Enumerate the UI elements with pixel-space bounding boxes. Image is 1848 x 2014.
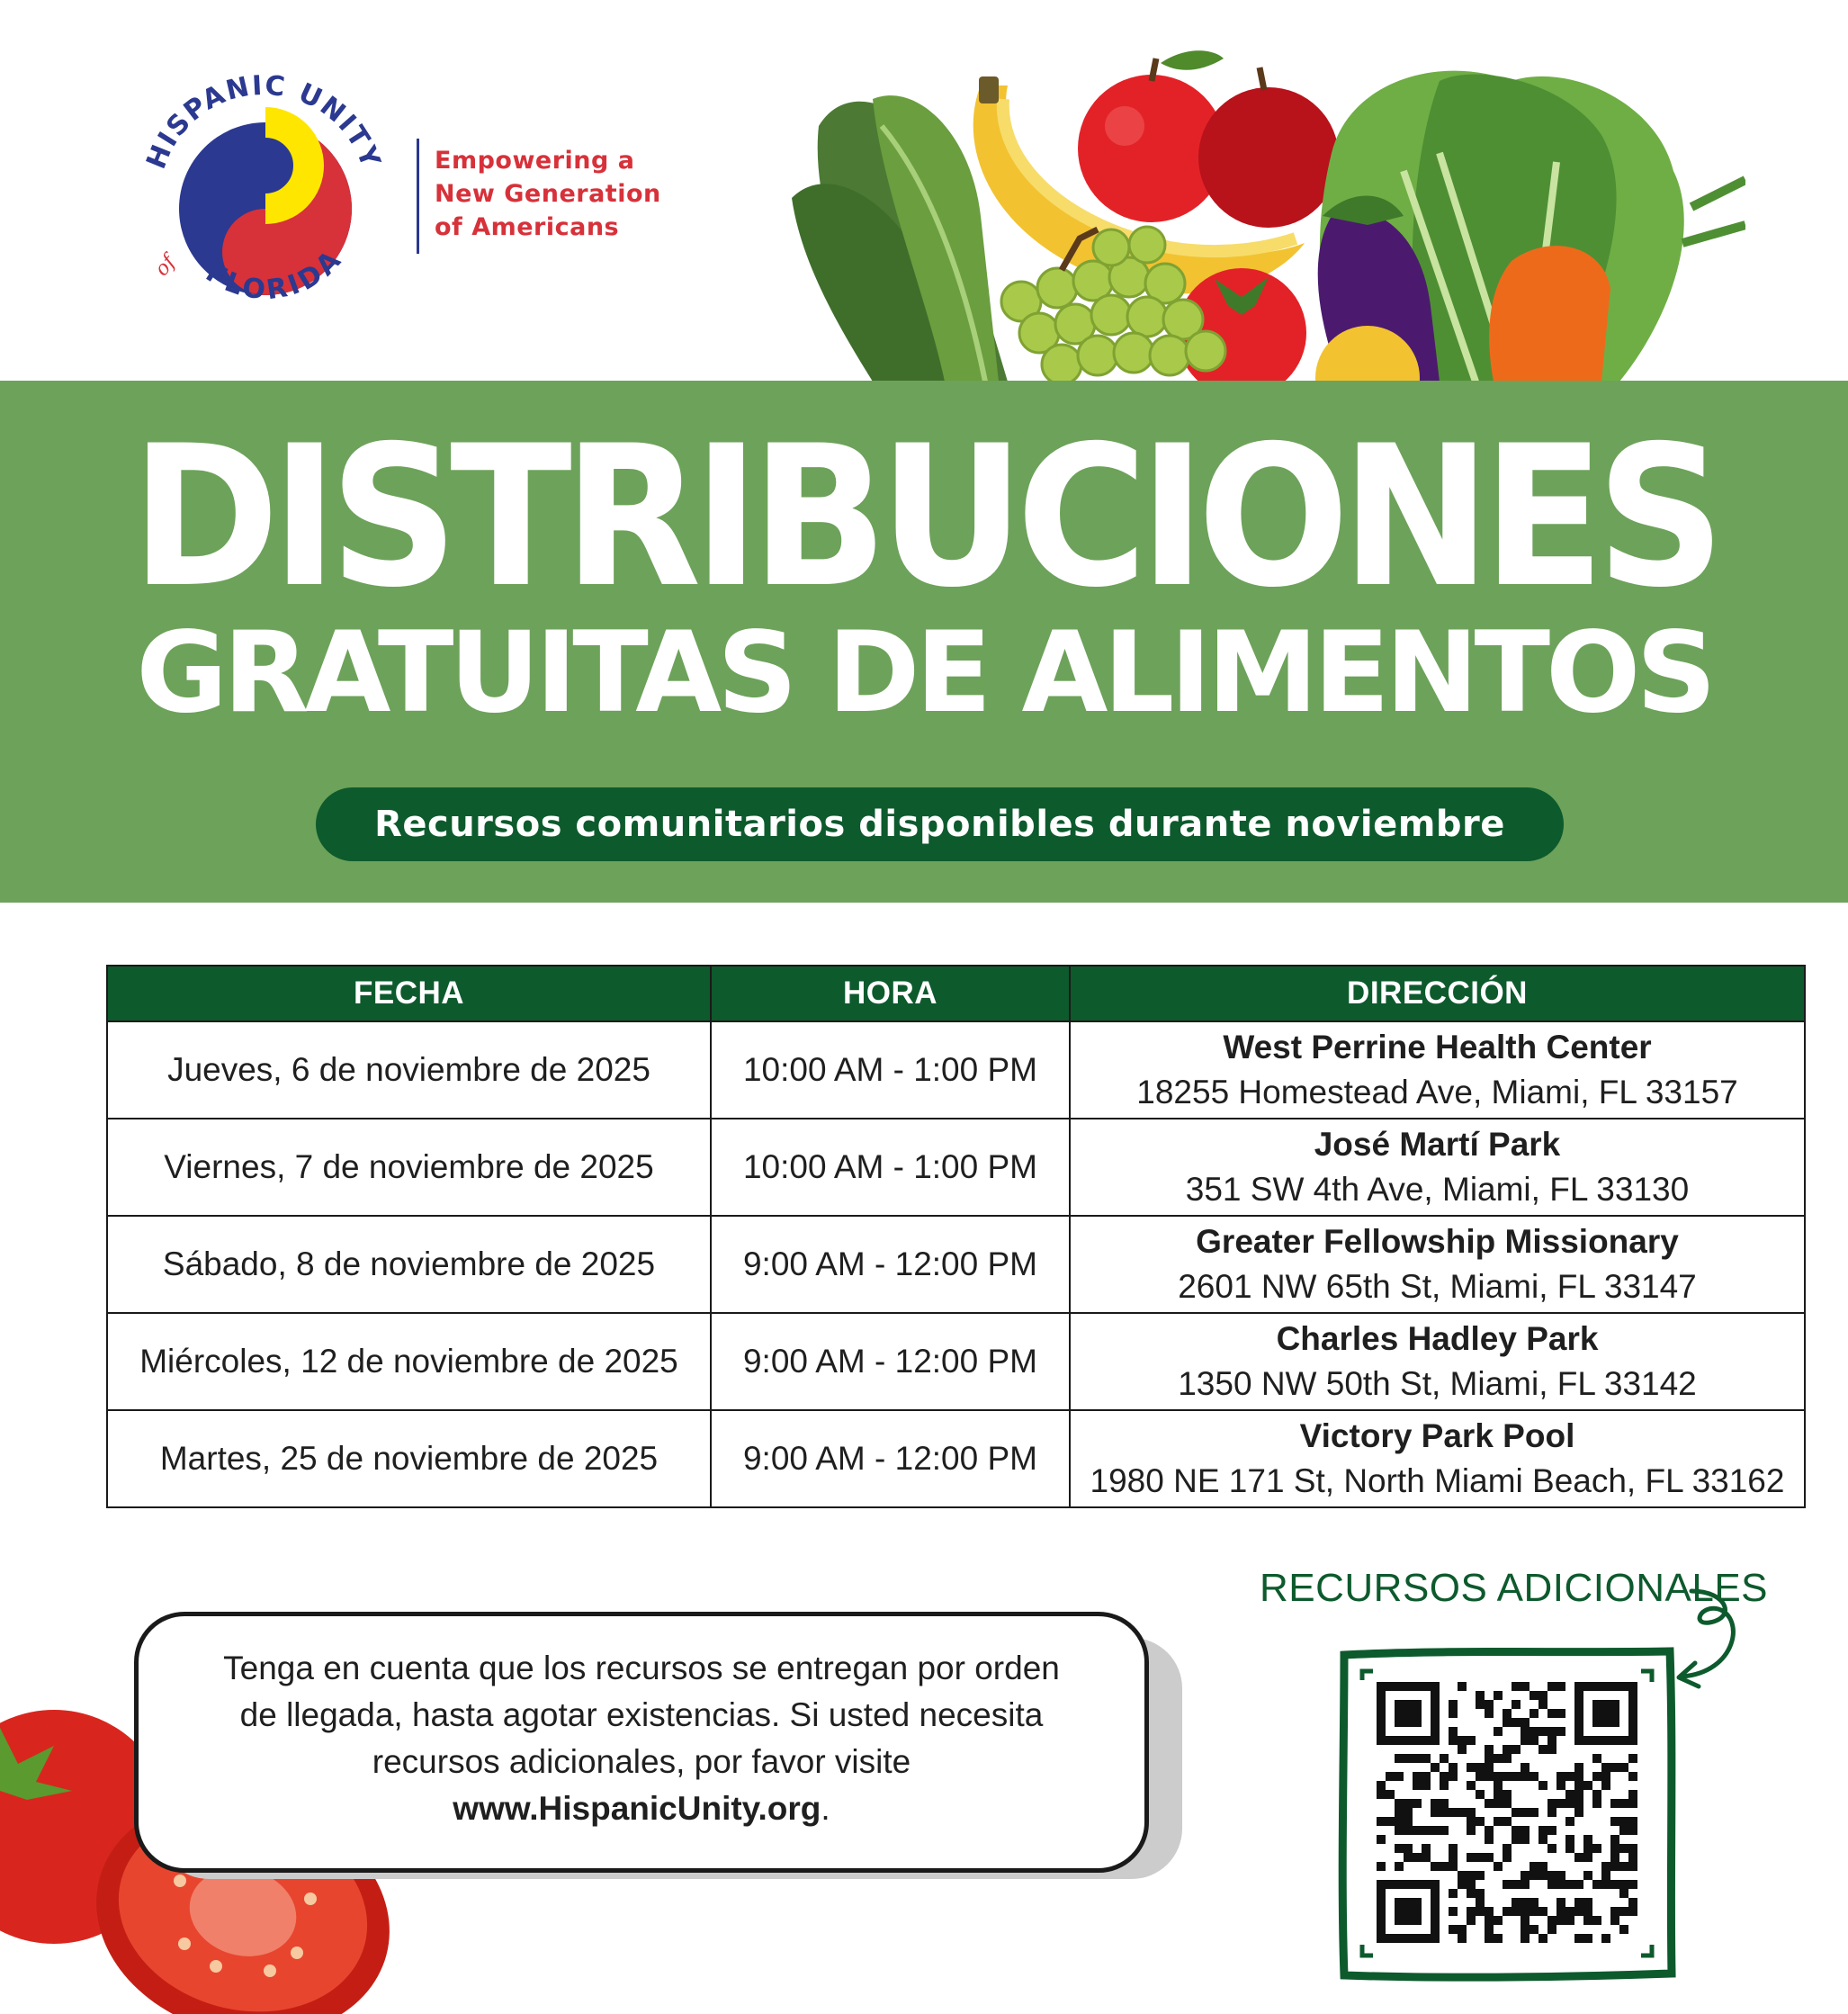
hispanic-unity-logo: [126, 63, 405, 342]
street-address: 351 SW 4th Ave, Miami, FL 33130: [1185, 1171, 1690, 1208]
date-cell: Martes, 25 de noviembre de 2025: [107, 1410, 711, 1507]
table-row: [107, 1021, 1805, 1119]
date-cell: Jueves, 6 de noviembre de 2025: [107, 1021, 711, 1119]
tagline-line: New Generation: [435, 180, 661, 208]
table-header-row: [107, 966, 1805, 1021]
time-cell: 10:00 AM - 1:00 PM: [711, 1021, 1070, 1119]
notice-line: Tenga en cuenta que los recursos se entregan por orden: [223, 1650, 1060, 1686]
venue-name: José Martí Park: [1314, 1126, 1561, 1163]
date-cell: Miércoles, 12 de noviembre de 2025: [107, 1313, 711, 1410]
table-row: [107, 1119, 1805, 1216]
subtitle-pill: Recursos comunitarios disponibles durante noviembre: [316, 787, 1564, 861]
column-header-address: DIRECCIÓN: [1070, 966, 1805, 1021]
logo-of: of: [150, 251, 181, 281]
column-header-date: FECHA: [107, 966, 711, 1021]
time-cell: 9:00 AM - 12:00 PM: [711, 1313, 1070, 1410]
logo-arc-bottom: FLORIDA: [200, 242, 350, 307]
page-title-line-2: GRATUITAS DE ALIMENTOS: [136, 608, 1712, 738]
street-address: 1350 NW 50th St, Miami, FL 33142: [1178, 1365, 1697, 1402]
address-cell: [1070, 1021, 1805, 1119]
curly-arrow-icon: [1673, 1582, 1754, 1699]
column-header-time: HORA: [711, 966, 1070, 1021]
tagline-line: of Americans: [435, 213, 620, 241]
street-address: 1980 NE 171 St, North Miami Beach, FL 33162: [1090, 1462, 1785, 1499]
date-cell: Viernes, 7 de noviembre de 2025: [107, 1119, 711, 1216]
tagline-line: Empowering a: [435, 147, 635, 175]
date-cell: Sábado, 8 de noviembre de 2025: [107, 1216, 711, 1313]
venue-name: West Perrine Health Center: [1223, 1029, 1652, 1065]
address-cell: [1070, 1119, 1805, 1216]
venue-name: Victory Park Pool: [1299, 1417, 1575, 1454]
page-title: DISTRIBUCIONES: [130, 404, 1718, 630]
time-cell: 9:00 AM - 12:00 PM: [711, 1410, 1070, 1507]
notice-line: de llegada, hasta agotar existencias. Si usted necesita: [239, 1696, 1044, 1733]
website-link[interactable]: www.HispanicUnity.org: [453, 1790, 821, 1827]
distribution-schedule-table: [106, 965, 1806, 1508]
notice-line: recursos adicionales, por favor visite: [372, 1743, 911, 1780]
address-cell: [1070, 1313, 1805, 1410]
address-cell: [1070, 1216, 1805, 1313]
qr-code-icon[interactable]: [1335, 1644, 1679, 1983]
venue-name: Charles Hadley Park: [1276, 1320, 1599, 1357]
street-address: 18255 Homestead Ave, Miami, FL 33157: [1136, 1074, 1738, 1110]
additional-resources-label: RECURSOS ADICIONALES: [1260, 1566, 1769, 1610]
time-cell: 10:00 AM - 1:00 PM: [711, 1119, 1070, 1216]
logo-tagline: [435, 144, 704, 244]
notice-link-line: [175, 1785, 1108, 1832]
table-row: [107, 1313, 1805, 1410]
logo-divider: [417, 139, 419, 254]
produce-illustration: [792, 45, 1745, 382]
street-address: 2601 NW 65th St, Miami, FL 33147: [1178, 1268, 1697, 1305]
venue-name: Greater Fellowship Missionary: [1196, 1223, 1679, 1260]
table-row: [107, 1410, 1805, 1507]
address-cell: [1070, 1410, 1805, 1507]
table-row: [107, 1216, 1805, 1313]
hero-banner: [0, 381, 1848, 903]
time-cell: 9:00 AM - 12:00 PM: [711, 1216, 1070, 1313]
logo-arc-top: HISPANIC UNITY: [140, 69, 387, 174]
notice-box: [134, 1612, 1149, 1873]
notice-period: .: [821, 1790, 830, 1827]
